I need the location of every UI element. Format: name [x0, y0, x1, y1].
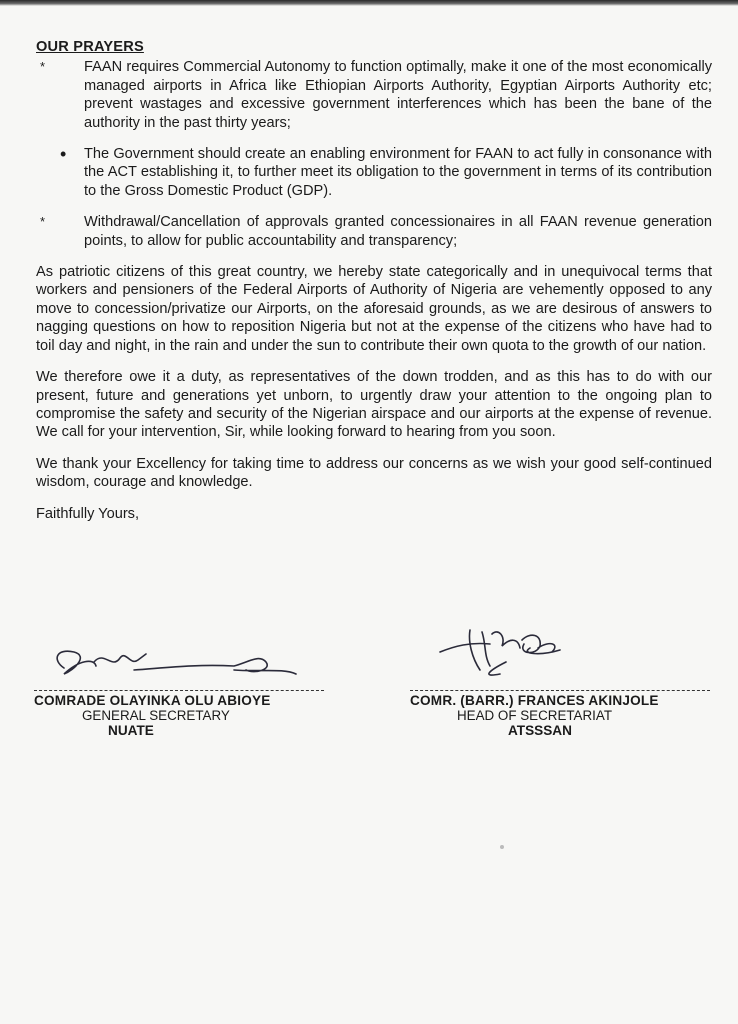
handwritten-signature	[410, 640, 710, 690]
signatory-left	[34, 640, 324, 738]
asterisk-bullet: *	[40, 214, 46, 230]
paragraph: We therefore owe it a duty, as representatives of the down trodden, and as this has to do with our present, future and generations yet unborn, to urgently draw your attention to the ongoing plan to compromise the safety and security of the Nigerian airspace and our airports at the expense of revenue. We call for your intervention, Sir, while looking forward to hearing from you soon.	[36, 369, 712, 441]
paragraph: As patriotic citizens of this great country, we hereby state categorically and in unequivocal terms that workers and pensioners of the Federal Airports of Authority of Nigeria are vehemently opposed to any move to concession/privatize our Airports, on the aforesaid grounds, as we are desirous of answers to nagging questions on how to reposition Nigeria but not at the expense of the citizens who have had to toil day and night, in the rain and under the sun to contribute their own quota to the growth of our nation.	[36, 264, 712, 354]
section-heading: OUR PRAYERS	[36, 39, 144, 55]
prayer-item	[36, 213, 712, 250]
prayer-text: Withdrawal/Cancellation of approvals granted concessionaires in all FAAN revenue generation points, to allow for public accountability and transparency;	[84, 214, 712, 249]
prayer-item	[36, 58, 712, 132]
scan-top-edge	[0, 0, 738, 6]
prayer-item	[36, 145, 712, 200]
signatory-organization: ATSSSAN	[508, 723, 572, 738]
scan-speck	[500, 845, 504, 849]
paragraph: We thank your Excellency for taking time to address our concerns as we wish your good self-continued wisdom, courage and knowledge.	[36, 455, 712, 491]
signatory-title: HEAD OF SECRETARIAT	[457, 708, 612, 723]
signatory-title: GENERAL SECRETARY	[82, 708, 230, 723]
signatory-name: COMR. (BARR.) FRANCES AKINJOLE	[410, 693, 659, 708]
asterisk-bullet: *	[40, 59, 46, 75]
signatory-organization: NUATE	[108, 723, 154, 738]
prayer-text: FAAN requires Commercial Autonomy to function optimally, make it one of the most economically managed airports in Africa like Ethiopian Airports Authority, Egyptian Airports Authority etc; prevent wastages and excessive government interferences which has been the bane of the authority in the past thirty years;	[84, 59, 712, 131]
dot-bullet: •	[60, 144, 67, 165]
prayer-text: The Government should create an enabling environment for FAAN to act fully in consonance with the ACT establishing it, to further meet its obligation to the government in terms of its contribution to the Gross Domestic Product (GDP).	[84, 146, 712, 199]
signatory-right	[410, 640, 710, 738]
signature-line	[34, 690, 324, 691]
signature-line	[410, 690, 710, 691]
signatory-name: COMRADE OLAYINKA OLU ABIOYE	[34, 693, 271, 708]
handwritten-signature	[34, 640, 324, 690]
letter-body	[36, 38, 712, 523]
closing-salutation: Faithfully Yours,	[36, 505, 140, 522]
